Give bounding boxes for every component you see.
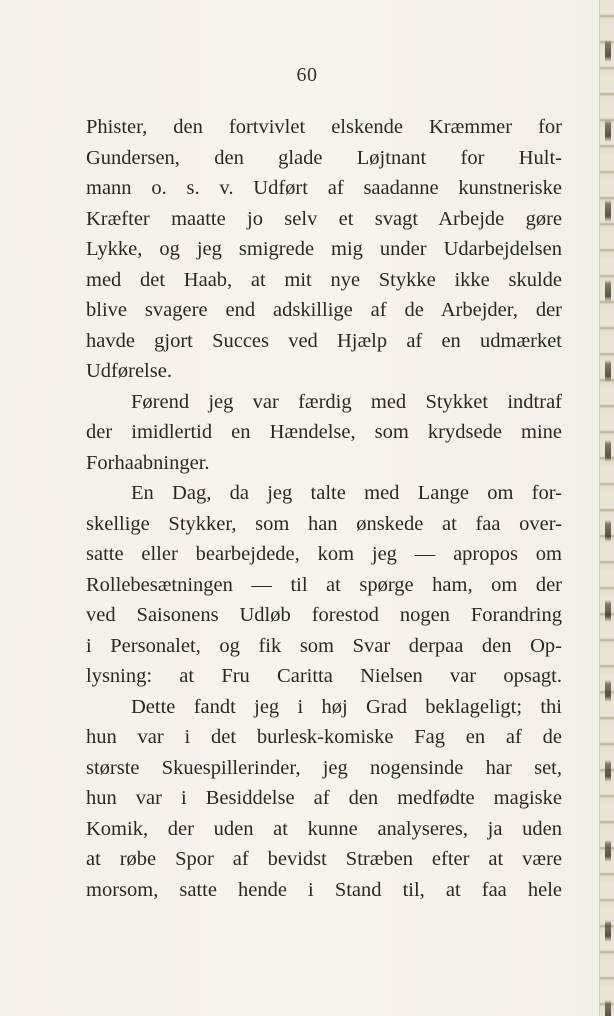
text-line: morsom, satte hende i Stand til, at faa hele: [86, 878, 562, 901]
text-line: at røbe Spor af bevidst Stræben efter at være: [86, 848, 562, 870]
text-line: blive svagere end adskillige af de Arbejder, der: [86, 299, 562, 321]
text-line: satte eller bearbejdede, kom jeg — apropos om: [86, 543, 562, 565]
text-line: skellige Stykker, som han ønskede at faa over-: [86, 512, 562, 535]
text-line: Lykke, og jeg smigrede mig under Udarbejdelsen: [86, 238, 562, 260]
text-line: hun var i Besiddelse af den medfødte magiske: [86, 787, 562, 809]
page-number: 60: [296, 64, 318, 86]
text-line: Kræfter maatte jo selv et svagt Arbejde gøre: [86, 207, 562, 230]
text-line: der imidlertid en Hændelse, som krydsede mine: [86, 421, 562, 443]
text-line: største Skuespillerinder, jeg nogensinde har set,: [86, 756, 562, 779]
text-line: Førend jeg var færdig med Stykket indtraf: [131, 390, 562, 413]
text-line: Rollebesætningen — til at spørge ham, om der: [86, 573, 562, 596]
page-edge-shadow: [605, 0, 611, 1016]
text-line: i Personalet, og fik som Svar derpaa den Op-: [86, 634, 562, 657]
text-line: havde gjort Succes ved Hjælp af en udmærket: [86, 329, 562, 352]
text-line: Phister, den fortvivlet elskende Kræmmer for: [86, 116, 562, 138]
text-line: Dette fandt jeg i høj Grad beklageligt; thi: [131, 695, 562, 718]
text-line: lysning: at Fru Caritta Nielsen var opsagt.: [86, 665, 562, 687]
text-line: med det Haab, at mit nye Stykke ikke skulde: [86, 268, 562, 291]
text-line: Udførelse.: [86, 360, 172, 382]
text-line: hun var i det burlesk-komiske Fag en af de: [86, 726, 562, 748]
text-line: Forhaabninger.: [86, 451, 210, 474]
text-line: Komik, der uden at kunne analyseres, ja uden: [86, 817, 562, 840]
text-line: mann o. s. v. Udført af saadanne kunstneriske: [86, 177, 562, 199]
text-line: Gundersen, den glade Løjtnant for Hult-: [86, 146, 562, 169]
body-text: [86, 112, 562, 905]
text-line: En Dag, da jeg talte med Lange om for-: [131, 482, 562, 504]
text-line: ved Saisonens Udløb forestod nogen Forandring: [86, 604, 562, 626]
